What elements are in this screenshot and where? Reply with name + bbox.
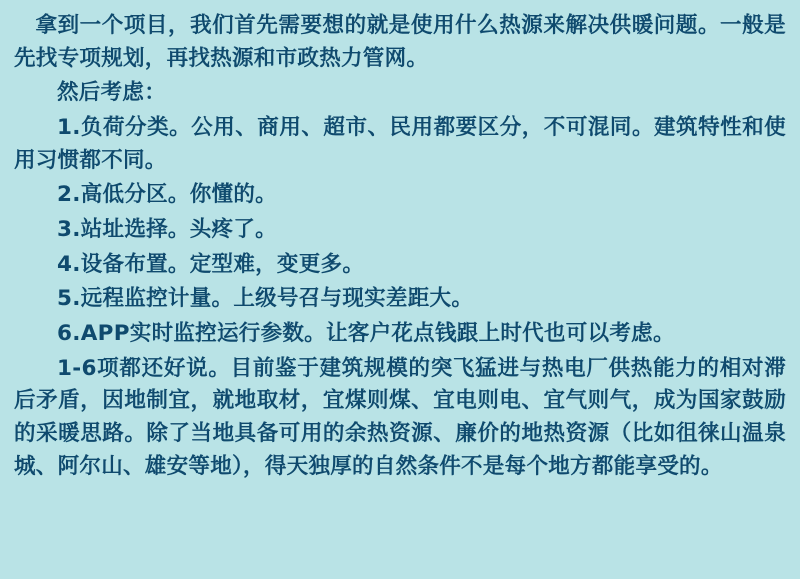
list-item-1: 1.负荷分类。公用、商用、超市、民用都要区分，不可混同。建筑特性和使用习惯都不同。 (14, 115, 786, 173)
paragraph-intro: 拿到一个项目，我们首先需要想的就是使用什么热源来解决供暖问题。一般是先找专项规划，再找热源和市政热力管网。 (14, 13, 786, 71)
list-item-3: 3.站址选择。头疼了。 (57, 217, 277, 243)
paragraph-closing: 1-6项都还好说。目前鉴于建筑规模的突飞猛进与热电厂供热能力的相对滞后矛盾，因地制宜，就地取材，宜煤则煤、宜电则电、宜气则气，成为国家鼓励的采暖思路。除了当地具备可用的余热资源、廉价的地热资源（比如徂徕山温泉城、阿尔山、雄安等地），得天独厚的自然条件不是每个地方都能享受的。 (14, 355, 786, 479)
list-item-5: 5.远程监控计量。上级号召与现实差距大。 (57, 286, 474, 312)
list-item-2: 2.高低分区。你懂的。 (57, 182, 277, 208)
paragraph-then-consider: 然后考虑： (57, 80, 167, 106)
list-item-4: 4.设备布置。定型难，变更多。 (57, 251, 365, 277)
list-item-6: 6.APP实时监控运行参数。让客户花点钱跟上时代也可以考虑。 (57, 321, 675, 347)
